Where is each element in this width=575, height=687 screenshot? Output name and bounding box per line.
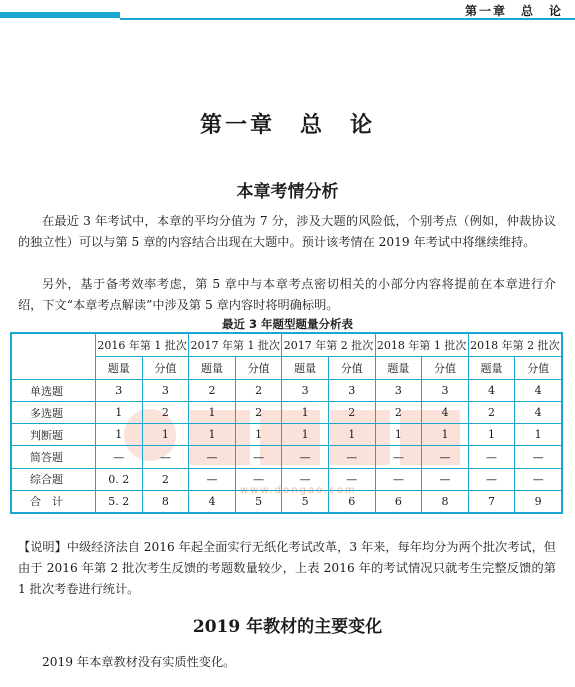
subheader-count: 题量 [96,357,143,380]
table-cell: 1 [375,424,422,446]
table-cell: 6 [328,490,375,512]
table-cell: 2 [189,380,236,402]
col-header-year: 2017 年第 2 批次 [282,334,375,357]
table-cell: 3 [422,380,469,402]
table-cell: — [328,468,375,490]
table-corner-cell [12,334,96,380]
table-cell: — [422,468,469,490]
subheader-score: 分值 [422,357,469,380]
table-cell: 4 [422,402,469,424]
table-cell: 4 [515,402,562,424]
table-cell: — [189,446,236,468]
table-cell: 3 [282,380,329,402]
table-cell: 1 [328,424,375,446]
table-cell: 1 [422,424,469,446]
subheader-count: 题量 [375,357,422,380]
paragraph-exam-overview: 在最近 3 年考试中，本章的平均分值为 7 分，涉及大题的风险低，个别考点（例如，仲裁协议的独立性）可以与第 5 章的内容结合出现在大题中。预计该考情在 2019 年考试中将继续维持。 [18,214,556,249]
col-header-year: 2018 年第 2 批次 [468,334,561,357]
table-cell: 5 [282,490,329,512]
table-cell: — [422,446,469,468]
col-header-year: 2016 年第 1 批次 [96,334,189,357]
table-cell: 4 [468,380,515,402]
table-cell: — [282,446,329,468]
subheader-count: 题量 [282,357,329,380]
table-cell: — [282,468,329,490]
table-cell: 1 [142,424,189,446]
table-row [12,446,562,468]
table-cell: — [235,468,282,490]
header-accent-bar [0,12,120,18]
table-cell: 1 [189,424,236,446]
row-label: 综合题 [12,468,96,490]
table-row [12,424,562,446]
paragraph-explanation-note: 【说明】中级经济法自 2016 年起全面实行无纸化考试改革，3 年来，每年均分为两个批次考试，但由于 2016 年第 2 批次考生反馈的考题数量较少，上表 2016 年的考试情况只就考生完整反馈的第 1 批次考卷进行统计。 [18,540,556,596]
table-cell: 9 [515,490,562,512]
table-cell: 2 [235,402,282,424]
table-cell: — [96,446,143,468]
table-row [12,490,562,512]
table-cell: 3 [142,380,189,402]
table-cell: 0. 2 [96,468,143,490]
table-cell: — [142,446,189,468]
table-cell: 3 [328,380,375,402]
col-header-year: 2018 年第 1 批次 [375,334,468,357]
table-cell: 8 [422,490,469,512]
table-cell: 2 [142,468,189,490]
table-caption: 最近 3 年题型题量分析表 [221,317,353,331]
col-header-year: 2017 年第 1 批次 [189,334,282,357]
subheader-score: 分值 [515,357,562,380]
table-row [12,402,562,424]
section-title-exam-analysis: 本章考情分析 [236,182,339,202]
table-cell: 1 [515,424,562,446]
table-cell: 2 [375,402,422,424]
watermark-url: www.dongao.com [240,485,357,496]
table-cell: 1 [468,424,515,446]
subheader-score: 分值 [142,357,189,380]
subheader-count: 题量 [468,357,515,380]
table-cell: — [375,446,422,468]
subheader-score: 分值 [235,357,282,380]
row-label: 多选题 [12,402,96,424]
table-cell: 5. 2 [96,490,143,512]
table-cell: — [189,468,236,490]
row-label: 单选题 [12,380,96,402]
table-cell: — [328,446,375,468]
table-cell: — [468,468,515,490]
table-cell: 4 [189,490,236,512]
running-header-title: 第一章 总 论 [464,4,563,18]
question-analysis-table [10,332,563,514]
subheader-score: 分值 [328,357,375,380]
table-cell: 1 [282,424,329,446]
table-cell: 3 [375,380,422,402]
paragraph-additional-note: 另外，基于备考效率考虑，第 5 章中与本章考点密切相关的小部分内容将提前在本章进行介绍，下文“本章考点解读”中涉及第 5 章内容时将明确标明。 [18,277,556,312]
table-cell: 1 [189,402,236,424]
page-header [0,4,575,22]
table-cell: 1 [282,402,329,424]
chapter-title: 第一章 总 论 [199,112,375,138]
table-cell: 3 [96,380,143,402]
table-cell: — [515,446,562,468]
table-cell: 5 [235,490,282,512]
table-cell: 1 [96,424,143,446]
section-title-textbook-changes: 2019 年教材的主要变化 [192,617,383,637]
table-cell: 1 [96,402,143,424]
table-cell: — [468,446,515,468]
row-label: 简答题 [12,446,96,468]
table-cell: — [375,468,422,490]
table-row [12,380,562,402]
row-label: 合 计 [12,490,96,512]
table-cell: 4 [515,380,562,402]
table-cell: 6 [375,490,422,512]
table-cell: 2 [142,402,189,424]
table-cell: 1 [235,424,282,446]
table-cell: 8 [142,490,189,512]
table-cell: — [235,446,282,468]
table-cell: 7 [468,490,515,512]
paragraph-textbook-changes: 2019 年本章教材没有实质性变化。 [42,655,236,669]
table-cell: 2 [328,402,375,424]
subheader-count: 题量 [189,357,236,380]
table-cell: — [515,468,562,490]
table-cell: 2 [468,402,515,424]
table-header-row-years [12,334,562,357]
table-cell: 2 [235,380,282,402]
row-label: 判断题 [12,424,96,446]
table-row [12,468,562,490]
